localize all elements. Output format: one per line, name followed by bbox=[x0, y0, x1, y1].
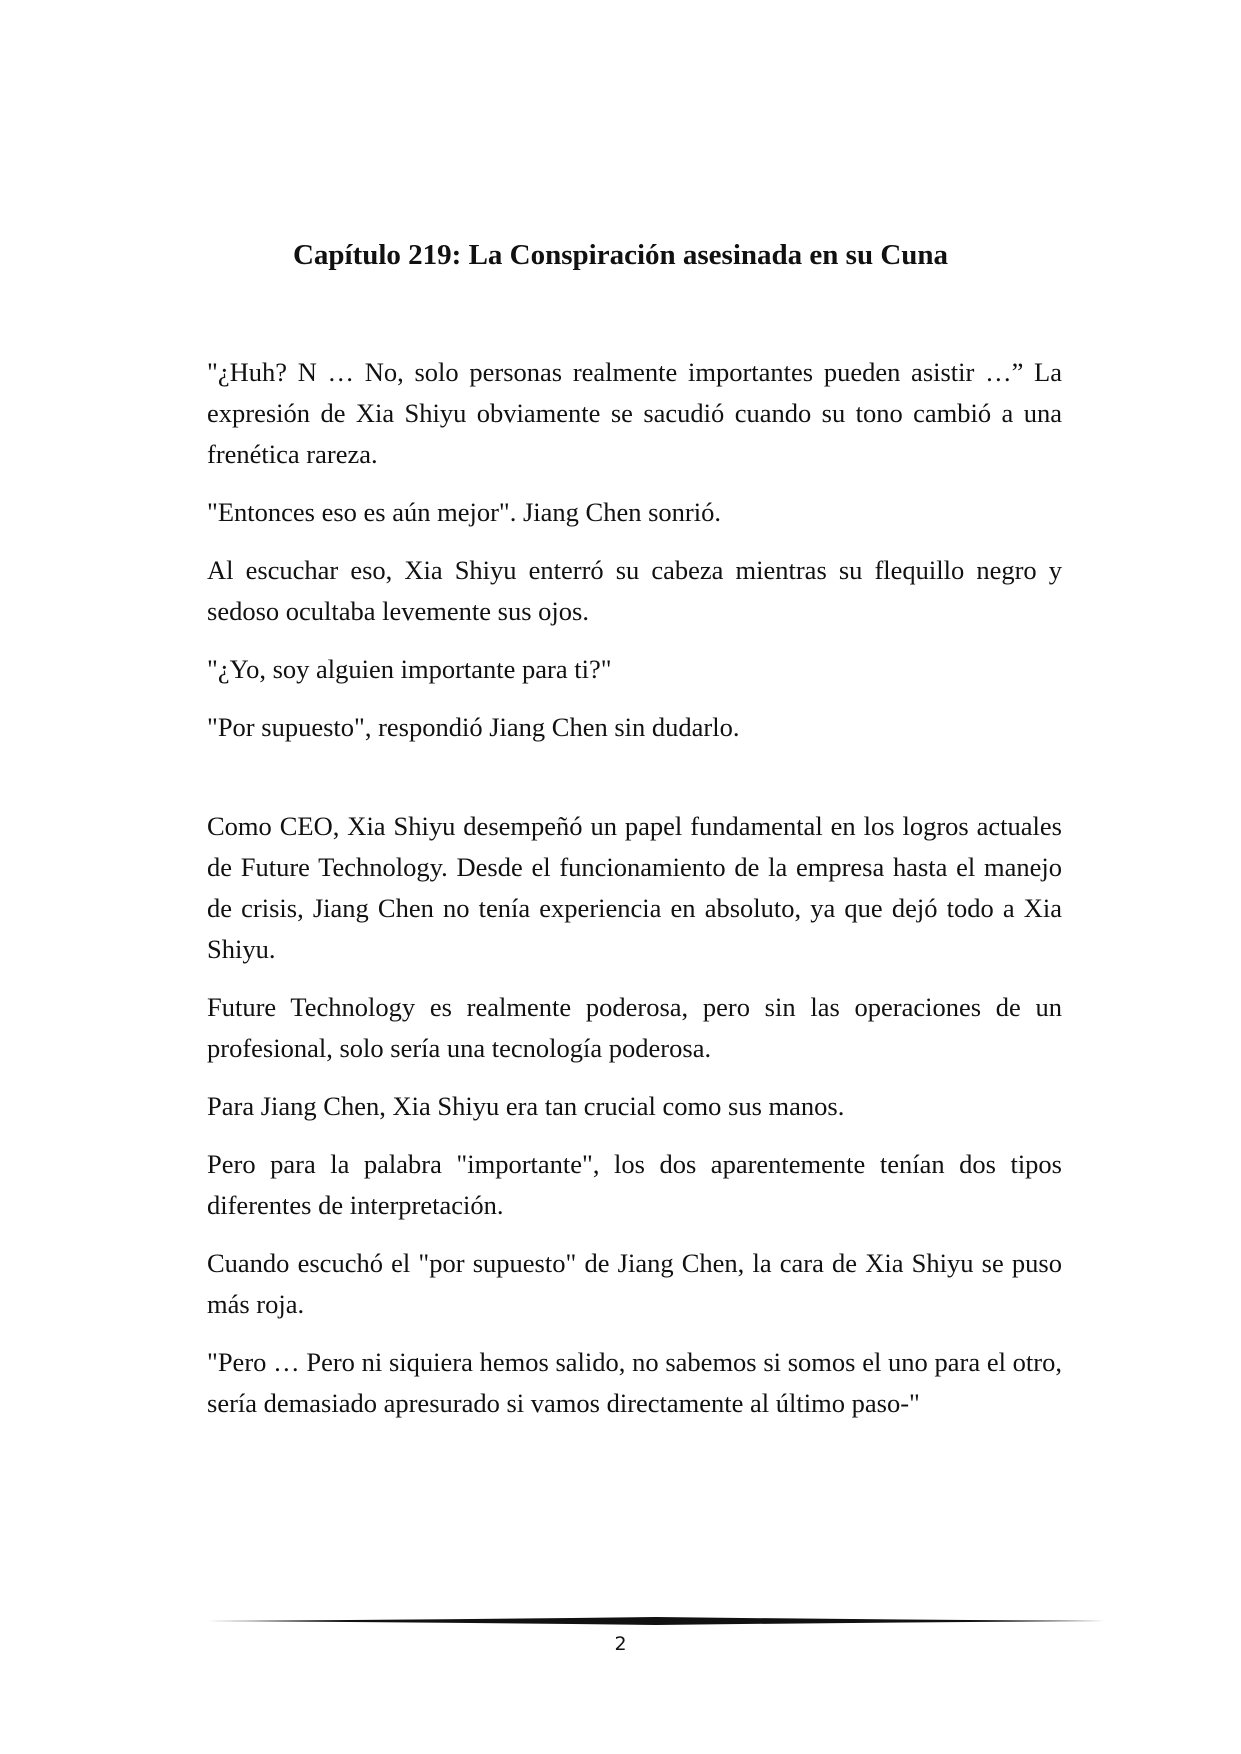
body-text bbox=[207, 352, 1062, 1441]
paragraph: Cuando escuchó el "por supuesto" de Jiang Chen, la cara de Xia Shiyu se puso más roja. bbox=[207, 1248, 1062, 1319]
footer-divider bbox=[207, 1616, 1105, 1626]
paragraph: "¿Yo, soy alguien importante para ti?" bbox=[207, 654, 612, 684]
paragraph: "¿Huh? N … No, solo personas realmente importantes pueden asistir …” La expresión de Xia Shiyu obviamente se sacudió cuando su tono cambió a una frenética rareza. bbox=[207, 357, 1062, 469]
paragraph: "Entonces eso es aún mejor". Jiang Chen sonrió. bbox=[207, 497, 721, 527]
paragraph: Future Technology es realmente poderosa, pero sin las operaciones de un profesional, solo sería una tecnología poderosa. bbox=[207, 992, 1062, 1063]
paragraph: Para Jiang Chen, Xia Shiyu era tan crucial como sus manos. bbox=[207, 1091, 845, 1121]
paragraph: Pero para la palabra "importante", los dos aparentemente tenían dos tipos diferentes de interpretación. bbox=[207, 1149, 1062, 1220]
paragraph: Al escuchar eso, Xia Shiyu enterró su cabeza mientras su flequillo negro y sedoso ocultaba levemente sus ojos. bbox=[207, 555, 1062, 626]
chapter-title: Capítulo 219: La Conspiración asesinada en su Cuna bbox=[292, 239, 949, 271]
page-number: 2 bbox=[614, 1633, 627, 1655]
paragraph: "Pero … Pero ni siquiera hemos salido, no sabemos si somos el uno para el otro, sería demasiado apresurado si vamos directamente al último paso-" bbox=[207, 1347, 1062, 1418]
paragraph: "Por supuesto", respondió Jiang Chen sin dudarlo. bbox=[207, 712, 740, 742]
paragraph: Como CEO, Xia Shiyu desempeñó un papel fundamental en los logros actuales de Future Technology. Desde el funcionamiento de la empresa hasta el manejo de crisis, Jiang Chen no tenía experiencia en absoluto, ya que dejó todo a Xia Shiyu. bbox=[207, 811, 1062, 964]
